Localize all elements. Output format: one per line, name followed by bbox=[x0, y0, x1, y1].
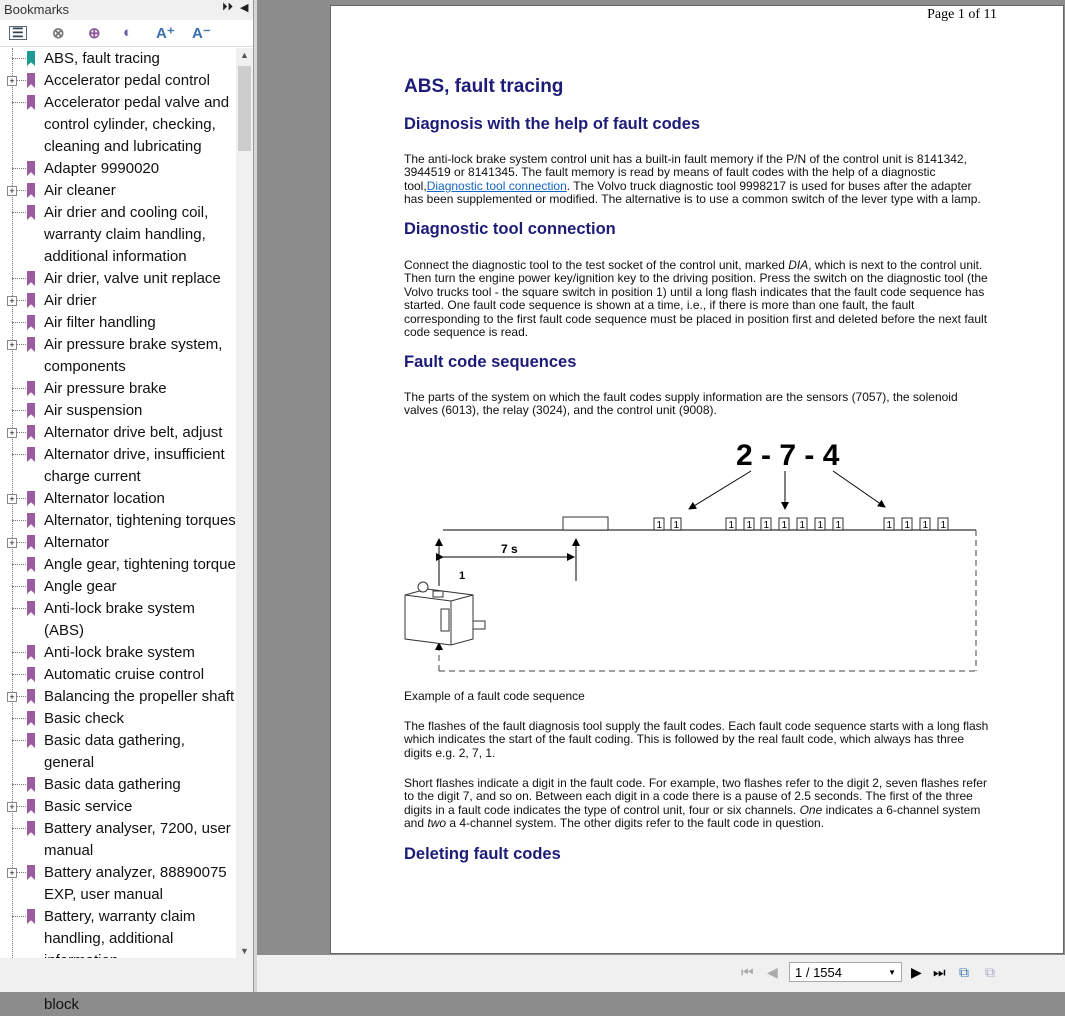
bookmark-label: Basic data gathering, general bbox=[44, 732, 185, 771]
bookmark-icon bbox=[27, 403, 35, 418]
bookmark-item[interactable] bbox=[0, 268, 236, 290]
bookmark-icon bbox=[27, 447, 35, 462]
tree-connector bbox=[12, 322, 26, 323]
scrollbar-thumb[interactable] bbox=[238, 66, 251, 151]
bookmark-label: Adapter 9990020 bbox=[44, 160, 160, 177]
bookmark-item[interactable] bbox=[0, 158, 236, 180]
tree-connector bbox=[12, 828, 26, 829]
bookmark-label: Basic check bbox=[44, 710, 125, 727]
previous-view-icon[interactable]: ⧉ bbox=[959, 964, 969, 980]
paragraph-diagnosis bbox=[404, 153, 989, 207]
text: The anti-lock brake system control unit has a built-in fault memory if the P/N of the control unit is 8141342, 3944519 or 8141345. The fault memory is read by means of fault codes with the help of a diagnostic tool, bbox=[404, 152, 967, 193]
text: two bbox=[427, 816, 447, 831]
flash-digit: 1 bbox=[673, 520, 680, 531]
sidebar-bottom bbox=[0, 958, 253, 992]
text: a 4-channel system. The other digits refer to the fault code in question. bbox=[446, 816, 825, 831]
bookmark-item[interactable] bbox=[0, 444, 236, 488]
tree-connector bbox=[12, 212, 26, 213]
bookmark-item[interactable] bbox=[0, 334, 236, 378]
bookmark-icon bbox=[27, 579, 35, 594]
bookmark-item[interactable] bbox=[0, 70, 236, 92]
expand-panel-icon[interactable]: ⏵⏵ bbox=[222, 1, 233, 13]
bookmark-icon bbox=[27, 271, 35, 286]
expand-icon[interactable]: + bbox=[7, 494, 17, 504]
bookmark-icon bbox=[27, 645, 35, 660]
bookmark-icon bbox=[27, 557, 35, 572]
bookmark-label: Basic data gathering bbox=[44, 776, 181, 793]
tree-connector bbox=[12, 520, 26, 521]
bookmark-item[interactable] bbox=[0, 488, 236, 510]
expand-icon[interactable]: + bbox=[7, 186, 17, 196]
bookmark-label: Alternator, tightening torques bbox=[44, 512, 236, 529]
bookmark-label: Angle gear, tightening torque bbox=[44, 556, 236, 573]
document-page bbox=[330, 5, 1064, 954]
tree-connector bbox=[12, 102, 26, 103]
diagnostic-tool-drawing bbox=[405, 582, 485, 645]
expand-icon[interactable]: + bbox=[7, 296, 17, 306]
tree-connector bbox=[12, 916, 26, 917]
bookmark-item[interactable] bbox=[0, 180, 236, 202]
paragraph-connection bbox=[404, 259, 989, 339]
long-flash bbox=[563, 517, 608, 530]
diagnostic-tool-link[interactable]: Diagnostic tool connection bbox=[426, 178, 567, 193]
decrease-font-icon[interactable]: A⁻ bbox=[192, 25, 211, 42]
bookmark-item[interactable] bbox=[0, 862, 236, 906]
bookmark-label: Air drier, valve unit replace bbox=[44, 270, 221, 287]
bookmark-icon bbox=[27, 777, 35, 792]
text: Connect the diagnostic tool to the test socket of the control unit, marked bbox=[404, 258, 789, 272]
flash-digit: 1 bbox=[746, 520, 753, 531]
bookmark-label: ABS, fault tracing bbox=[44, 50, 160, 67]
bookmark-label: Automatic cruise control bbox=[44, 666, 205, 683]
goto-bookmark-icon[interactable]: ◐ bbox=[123, 24, 133, 41]
bookmark-label: Battery analyser, 7200, user manual bbox=[44, 820, 231, 859]
tree-connector bbox=[12, 278, 26, 279]
paragraph-digits bbox=[404, 777, 989, 831]
bookmark-icon bbox=[27, 51, 35, 66]
scroll-up-icon[interactable]: ▲ bbox=[240, 50, 249, 60]
expand-icon[interactable]: + bbox=[7, 692, 17, 702]
bookmarks-header bbox=[0, 0, 253, 20]
bookmark-label: Alternator drive belt, adjust bbox=[44, 424, 223, 441]
bookmark-item[interactable] bbox=[0, 400, 236, 422]
bookmark-item[interactable] bbox=[0, 532, 236, 554]
bookmark-icon bbox=[27, 667, 35, 682]
fault-code-diagram bbox=[391, 431, 991, 681]
collapse-panel-icon[interactable]: ◀ bbox=[240, 2, 249, 14]
bookmark-icon bbox=[27, 601, 35, 616]
bookmark-label: Air pressure brake bbox=[44, 380, 167, 397]
bookmark-label: Angle gear bbox=[44, 578, 117, 595]
bookmark-icon bbox=[27, 909, 35, 924]
expand-all-icon[interactable]: ☰ bbox=[9, 26, 27, 40]
bookmark-icon bbox=[27, 821, 35, 836]
bookmark-item[interactable] bbox=[0, 378, 236, 400]
time-label: 7 s bbox=[501, 542, 518, 556]
bookmark-item[interactable] bbox=[0, 818, 236, 862]
flash-digit: 1 bbox=[728, 520, 735, 531]
bookmark-label: Battery analyzer, 88890075 EXP, user manual bbox=[44, 864, 227, 903]
page-selector[interactable] bbox=[789, 962, 902, 982]
bookmark-item[interactable] bbox=[0, 290, 236, 312]
expand-icon[interactable]: + bbox=[7, 340, 17, 350]
bookmark-item[interactable] bbox=[0, 92, 236, 158]
bookmark-label: Balancing the propeller shaft bbox=[44, 688, 235, 705]
bookmark-icon bbox=[27, 95, 35, 110]
bookmark-icon bbox=[27, 315, 35, 330]
bookmarks-toolbar bbox=[0, 20, 253, 47]
page-field-value: 1 / 1554 bbox=[795, 965, 842, 980]
expand-icon[interactable]: + bbox=[7, 802, 17, 812]
flash-digit: 1 bbox=[781, 520, 788, 531]
bookmark-label: Anti-lock brake system (ABS) bbox=[44, 600, 195, 639]
first-page-icon[interactable]: ⏮ bbox=[741, 964, 754, 980]
expand-icon[interactable]: + bbox=[7, 428, 17, 438]
bookmark-icon bbox=[27, 733, 35, 748]
bookmark-item[interactable] bbox=[0, 642, 236, 664]
heading-deleting: Deleting fault codes bbox=[404, 845, 561, 863]
scroll-down-icon[interactable]: ▼ bbox=[240, 946, 249, 956]
bookmark-icon bbox=[27, 711, 35, 726]
paragraph-sequences: The parts of the system on which the fault codes supply information are the sensors (7057), the solenoid valves (6013), the relay (3024), and the control unit (9008). bbox=[404, 390, 958, 418]
bookmark-item[interactable] bbox=[0, 664, 236, 686]
page-label: Page 1 of 11 bbox=[927, 7, 997, 22]
bookmark-icon bbox=[27, 799, 35, 814]
bookmark-icon bbox=[27, 381, 35, 396]
flash-digit: 1 bbox=[904, 520, 911, 531]
bookmark-icon bbox=[27, 205, 35, 220]
bookmark-icon bbox=[27, 689, 35, 704]
bookmark-label: Air drier and cooling coil, warranty claim handling, additional information bbox=[44, 204, 209, 265]
flash-digit: 1 bbox=[817, 520, 824, 531]
text: . The Volvo truck diagnostic tool 9998217 is used for buses after the adapter has been supplemented or modified. The alternative is to use a common switch of the lever type with a lamp. bbox=[404, 178, 981, 207]
bookmark-item[interactable] bbox=[0, 730, 236, 774]
bookmark-label: Air suspension bbox=[44, 402, 143, 419]
flash-digit: 1 bbox=[835, 520, 842, 531]
bookmark-item[interactable] bbox=[0, 422, 236, 444]
expand-icon[interactable]: + bbox=[7, 76, 17, 86]
tree-connector bbox=[12, 718, 26, 719]
flash-digit: 1 bbox=[940, 520, 947, 531]
bookmark-label: Basic service bbox=[44, 798, 133, 815]
bookmark-label: Air pressure brake system, components bbox=[44, 336, 223, 375]
tree-connector bbox=[12, 58, 26, 59]
bookmark-icon bbox=[27, 293, 35, 308]
bookmark-item[interactable] bbox=[0, 510, 236, 532]
bookmark-item[interactable] bbox=[0, 598, 236, 642]
text: indicates a 6-channel system and bbox=[404, 802, 981, 831]
bookmark-label: Accelerator pedal control bbox=[44, 72, 210, 89]
bookmark-scrollbar[interactable] bbox=[236, 48, 253, 958]
navigation-bar bbox=[257, 955, 1065, 992]
bookmark-label: Air filter handling bbox=[44, 314, 156, 331]
tree-connector bbox=[12, 784, 26, 785]
bookmark-icon bbox=[27, 73, 35, 88]
bookmark-label: Air cleaner bbox=[44, 182, 116, 199]
heading-diagnosis: Diagnosis with the help of fault codes bbox=[404, 115, 701, 133]
text: , which is next to the control unit. Then turn the engine power key/ignition key to the driving position. Press the switch on the diagnostic tool (the Volvo trucks tool - the square switch in position 1) until a long flash indicates that the fault code sequence has started. One fault code sequence is shown at a time, i.e., if there is more than one fault, the fault corresponding to the first fault code sequence must be placed in position first and deleted before the next fault code sequence is read. bbox=[404, 258, 988, 340]
tree-connector bbox=[12, 586, 26, 587]
bookmark-icon bbox=[27, 865, 35, 880]
tree-connector bbox=[12, 652, 26, 653]
increase-font-icon[interactable]: A⁺ bbox=[156, 25, 175, 42]
bookmark-item[interactable] bbox=[0, 202, 236, 268]
bookmark-item[interactable] bbox=[0, 686, 236, 708]
flash-digit: 1 bbox=[656, 520, 663, 531]
bookmark-item[interactable] bbox=[0, 554, 236, 576]
bookmark-label: block bbox=[44, 996, 80, 1013]
bookmark-item[interactable] bbox=[0, 796, 236, 818]
dropdown-arrow-icon: ▼ bbox=[888, 968, 896, 977]
text: DIA bbox=[788, 258, 809, 272]
bookmark-label: Accelerator pedal valve and control cylinder, checking, cleaning and lubricating bbox=[44, 94, 230, 155]
bookmark-label: Air drier bbox=[44, 292, 97, 309]
bookmark-icon bbox=[27, 161, 35, 176]
tree-connector bbox=[12, 388, 26, 389]
bookmark-item[interactable] bbox=[0, 708, 236, 730]
next-page-icon[interactable]: ▶ bbox=[911, 964, 922, 980]
tree-connector bbox=[12, 608, 26, 609]
doc-title: ABS, fault tracing bbox=[404, 76, 564, 97]
bookmark-label: Alternator bbox=[44, 534, 110, 551]
tree-connector bbox=[12, 564, 26, 565]
previous-page-icon[interactable]: ◀ bbox=[767, 964, 778, 980]
bookmark-label: Anti-lock brake system bbox=[44, 644, 195, 661]
bookmark-item[interactable] bbox=[0, 312, 236, 334]
delete-bookmark-icon[interactable]: ⊗ bbox=[52, 25, 65, 42]
bookmark-list bbox=[0, 48, 236, 1013]
text: Short flashes indicate a digit in the fault code. For example, two flashes refer to the digit 2, seven flashes refer to the digit 7, and so on. Between each digit in a code there is a pause of 2.5 seconds. The first of the three digits in a fault code indicates the type of control unit, four or six channels. bbox=[404, 776, 987, 817]
bookmark-icon bbox=[27, 513, 35, 528]
panel-splitter[interactable] bbox=[254, 0, 257, 992]
tree-connector bbox=[12, 740, 26, 741]
bookmark-label: Battery, warranty claim handling, additional bbox=[44, 908, 196, 947]
tree-connector bbox=[12, 168, 26, 169]
add-bookmark-icon[interactable]: ⊕ bbox=[88, 25, 101, 42]
tree-connector bbox=[12, 674, 26, 675]
flash-digit: 1 bbox=[886, 520, 893, 531]
flash-digit: 1 bbox=[799, 520, 806, 531]
callout-label: 1 bbox=[459, 570, 466, 582]
bookmark-item[interactable] bbox=[0, 576, 236, 598]
bookmark-icon bbox=[27, 425, 35, 440]
bookmarks-title: Bookmarks bbox=[4, 2, 70, 17]
last-page-icon[interactable]: ⏭ bbox=[933, 964, 946, 980]
bookmark-icon bbox=[27, 337, 35, 352]
expand-icon[interactable]: + bbox=[7, 868, 17, 878]
code-label: 2 - 7 - 4 bbox=[736, 439, 840, 472]
paragraph-flashes: The flashes of the fault diagnosis tool supply the fault codes. Each fault code sequence starts with a long flash which indicates the start of the fault coding. This is followed by the real fault code, which always has three digits e.g. 2, 7, 1. bbox=[404, 719, 989, 760]
heading-connection: Diagnostic tool connection bbox=[404, 220, 616, 238]
tree-connector bbox=[12, 410, 26, 411]
bookmark-label: Alternator drive, insufficient charge current bbox=[44, 446, 225, 485]
figure-caption: Example of a fault code sequence bbox=[404, 689, 585, 703]
bookmark-icon bbox=[27, 491, 35, 506]
bookmark-icon bbox=[27, 183, 35, 198]
flash-digit: 1 bbox=[763, 520, 770, 531]
tree-connector bbox=[12, 454, 26, 455]
bookmark-icon bbox=[27, 535, 35, 550]
expand-icon[interactable]: + bbox=[7, 538, 17, 548]
bookmarks-panel bbox=[0, 0, 254, 1013]
flash-digit: 1 bbox=[922, 520, 929, 531]
heading-sequences: Fault code sequences bbox=[404, 353, 577, 371]
bookmark-item[interactable] bbox=[0, 48, 236, 70]
bookmark-label: Alternator location bbox=[44, 490, 165, 507]
text: One bbox=[799, 802, 823, 817]
next-view-icon[interactable]: ⧉ bbox=[985, 964, 995, 980]
bookmark-item[interactable] bbox=[0, 774, 236, 796]
